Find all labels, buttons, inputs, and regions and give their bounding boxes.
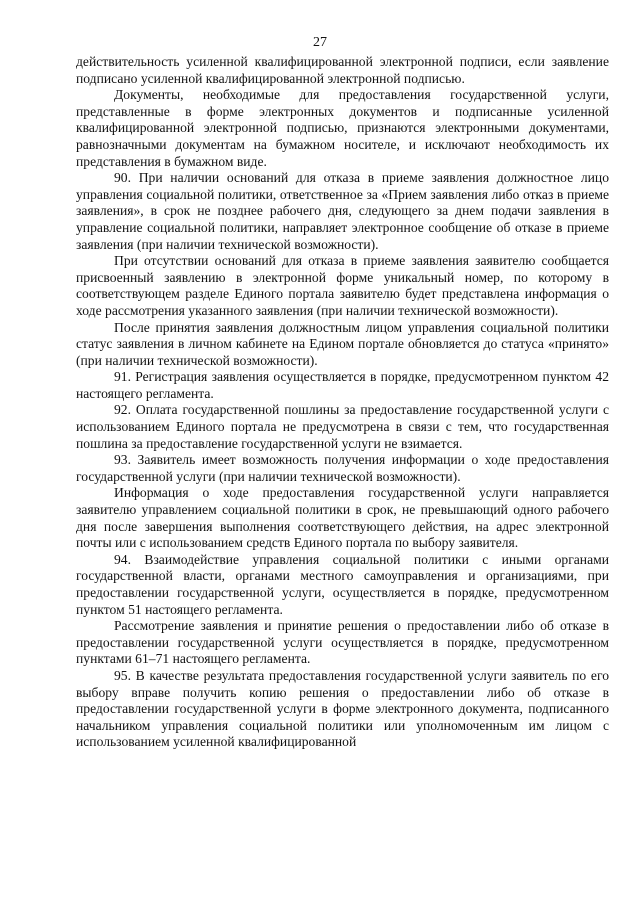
paragraph: Рассмотрение заявления и принятие решения о предоставлении либо об отказе в предоставлении государственной услуги осуществляется в порядке, предусмотренном пунктами 61–71 настоящего регламента.: [76, 618, 609, 667]
paragraph-item-91: 91. Регистрация заявления осуществляется в порядке, предусмотренном пунктом 42 настоящего регламента.: [76, 369, 609, 401]
paragraph-item-94: 94. Взаимодействие управления социальной политики с иными органами государственной власти, органами местного самоуправления и организациями, при предоставлении государственной услуги, осуществляется в порядке, предусмотренном пунктом 51 настоящего регламента.: [76, 551, 609, 617]
document-body: [76, 54, 609, 751]
paragraph: Документы, необходимые для предоставления государственной услуги, представленные в форме электронных документов и подписанные усиленной квалифицированной электронной подписью, признаются электронными документами, равнозначными документам на бумажном носителе, и исключают необходимость их представления в бумажном виде.: [76, 87, 609, 169]
paragraph-item-92: 92. Оплата государственной пошлины за предоставление государственной услуги с использованием Единого портала не предусмотрена в связи с тем, что государственная пошлина за предоставление государственной услуги не взимается.: [76, 402, 609, 451]
paragraph-continuation: действительность усиленной квалифицированной электронной подписи, если заявление подписано усиленной квалифицированной электронной подписью.: [76, 54, 609, 86]
page-number: 27: [313, 35, 327, 50]
paragraph: После принятия заявления должностным лицом управления социальной политики статус заявления в личном кабинете на Едином портале обновляется до статуса «принято» (при наличии технической возможности).: [76, 319, 609, 368]
paragraph-item-93: 93. Заявитель имеет возможность получения информации о ходе предоставления государственной услуги (при наличии технической возможности).: [76, 452, 609, 484]
paragraph-item-95: 95. В качестве результата предоставления государственной услуги заявитель по его выбору вправе получить копию решения о предоставлении либо об отказе в предоставлении государственной услуги в форме электронного документа, подписанного начальником управления социальной политики или уполномоченным им лицом с использованием усиленной квалифицированной: [76, 667, 609, 750]
paragraph: Информация о ходе предоставления государственной услуги направляется заявителю управлением социальной политики в срок, не превышающий одного рабочего дня после завершения выполнения соответствующего действия, на адрес электронной почты или с использованием средств Единого портала по выбору заявителя.: [76, 485, 609, 551]
paragraph-item-90: 90. При наличии оснований для отказа в приеме заявления должностное лицо управления социальной политики, ответственное за «Прием заявления либо отказ в приеме заявления», в срок не позднее рабочего дня, следующего за днем подачи заявления в управление социальной политики, направляет электронное сообщение об отказе в приеме заявления (при наличии технической возможности).: [76, 170, 609, 252]
paragraph: При отсутствии оснований для отказа в приеме заявления заявителю сообщается присвоенный заявлению в электронной форме уникальный номер, по которому в соответствующем разделе Единого портала заявителю будет представлена информация о ходе рассмотрения указанного заявления (при наличии технической возможности).: [76, 253, 609, 318]
